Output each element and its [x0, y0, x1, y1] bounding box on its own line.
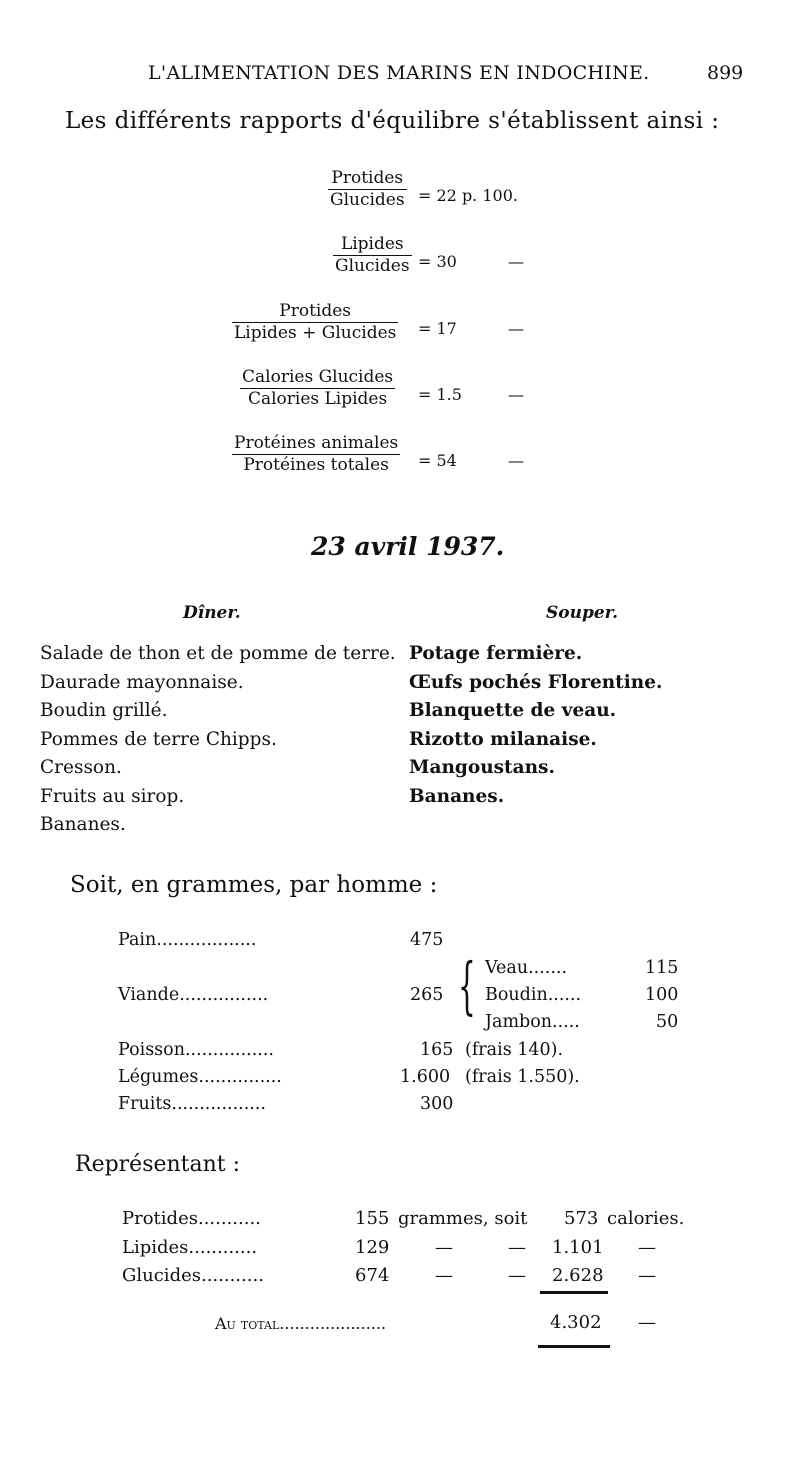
list-item: Cresson. — [40, 757, 122, 778]
protides-grams: 155 — [355, 1208, 390, 1229]
jambon-label: Jambon..... — [485, 1012, 580, 1032]
ratio-4-fraction — [240, 367, 395, 409]
page-number: 899 — [707, 62, 744, 84]
legumes-note: (frais 1.550). — [465, 1067, 580, 1087]
legumes-value: 1.600 — [400, 1067, 451, 1087]
legumes-label: Légumes............... — [118, 1067, 282, 1087]
diner-list — [40, 640, 396, 840]
lipides-label: Lipides............ — [122, 1237, 258, 1258]
lipides-grams: 129 — [355, 1237, 390, 1258]
glucides-mid: — — [508, 1265, 526, 1286]
list-item: Bananes. — [409, 785, 505, 807]
protides-cal-unit: calories. — [607, 1208, 685, 1229]
glucides-label: Glucides........... — [122, 1265, 264, 1286]
diner-heading: Dîner. — [183, 603, 241, 623]
glucides-grams: 674 — [355, 1265, 390, 1286]
ratio-1-value: = 22 p. 100. — [418, 186, 518, 205]
fruits-label: Fruits................. — [118, 1094, 266, 1114]
list-item: Pommes de terre Chipps. — [40, 728, 277, 750]
viande-brace: { — [458, 949, 476, 1022]
total-underline — [538, 1345, 610, 1348]
list-item: Rizotto milanaise. — [409, 728, 597, 750]
list-item: Œufs pochés Florentine. — [409, 671, 663, 693]
ratio-5-denominator: Protéines totales — [243, 455, 389, 475]
ratio-2-dash: — — [508, 252, 524, 271]
lipides-cal-unit: — — [638, 1237, 656, 1258]
ratio-1-fraction — [328, 168, 407, 210]
grams-heading: Soit, en grammes, par homme : — [70, 872, 438, 898]
veau-label: Veau....... — [485, 958, 568, 978]
ratio-3-dash: — — [508, 319, 524, 338]
lipides-mid: — — [508, 1237, 526, 1258]
ratio-3-fraction — [232, 301, 398, 343]
fruits-value: 300 — [420, 1094, 454, 1114]
ratio-5-value: = 54 — [418, 451, 457, 470]
lipides-calories: 1.101 — [552, 1237, 604, 1258]
list-item: Fruits au sirop. — [40, 785, 185, 807]
list-item: Daurade mayonnaise. — [40, 671, 244, 693]
protides-calories: 573 — [564, 1208, 599, 1229]
lipides-unit: — — [435, 1237, 453, 1258]
protides-label: Protides........... — [122, 1208, 261, 1229]
ratio-4-dash: — — [508, 385, 524, 404]
jambon-value: 50 — [656, 1012, 679, 1032]
viande-label: Viande................ — [118, 985, 269, 1005]
ratio-4-denominator: Calories Lipides — [247, 389, 388, 409]
viande-value: 265 — [410, 985, 444, 1005]
intro-sentence: Les différents rapports d'équilibre s'établissent ainsi : — [65, 108, 720, 134]
pain-value: 475 — [410, 930, 444, 950]
glucides-calories: 2.628 — [552, 1265, 604, 1286]
pain-label: Pain.................. — [118, 930, 257, 950]
veau-value: 115 — [645, 958, 679, 978]
boudin-label: Boudin...... — [485, 985, 582, 1005]
ratio-2-fraction — [333, 234, 412, 276]
ratio-1-numerator: Protides — [328, 168, 407, 190]
glucides-unit: — — [435, 1265, 453, 1286]
ratio-2-denominator: Glucides — [335, 256, 410, 276]
list-item: Boudin grillé. — [40, 700, 168, 721]
sum-rule — [540, 1291, 608, 1294]
total-unit: — — [638, 1312, 656, 1333]
ratio-3-value: = 17 — [418, 319, 457, 338]
ratio-2-value: = 30 — [418, 252, 457, 271]
ratio-5-dash: — — [508, 451, 524, 470]
ratio-3-numerator: Protides — [232, 301, 398, 323]
souper-list — [409, 640, 662, 811]
total-label: Au total..................... — [215, 1314, 387, 1333]
ratio-4-numerator: Calories Glucides — [242, 367, 394, 387]
souper-heading: Souper. — [546, 603, 618, 623]
boudin-value: 100 — [645, 985, 679, 1005]
menu-date: 23 avril 1937. — [311, 532, 505, 561]
ratio-5-fraction — [232, 433, 400, 475]
ratio-3-denominator: Lipides + Glucides — [234, 323, 397, 343]
list-item: Potage fermière. — [409, 643, 583, 664]
ratio-2-numerator: Lipides — [333, 234, 412, 256]
total-value: 4.302 — [550, 1312, 602, 1333]
list-item: Salade de thon et de pomme de terre. — [40, 643, 396, 664]
poisson-label: Poisson................ — [118, 1040, 274, 1060]
list-item: Bananes. — [40, 814, 126, 835]
poisson-value: 165 — [420, 1040, 454, 1060]
glucides-cal-unit: — — [638, 1265, 656, 1286]
list-item: Blanquette de veau. — [409, 700, 617, 721]
ratio-5-numerator: Protéines animales — [234, 433, 399, 453]
poisson-note: (frais 140). — [465, 1040, 564, 1060]
ratio-4-value: = 1.5 — [418, 385, 462, 404]
protides-unit: grammes, soit — [398, 1208, 528, 1229]
list-item: Mangoustans. — [409, 757, 555, 778]
running-header: L'ALIMENTATION DES MARINS EN INDOCHINE. — [148, 62, 650, 84]
representant-heading: Représentant : — [75, 1152, 241, 1177]
ratio-1-denominator: Glucides — [330, 190, 405, 210]
